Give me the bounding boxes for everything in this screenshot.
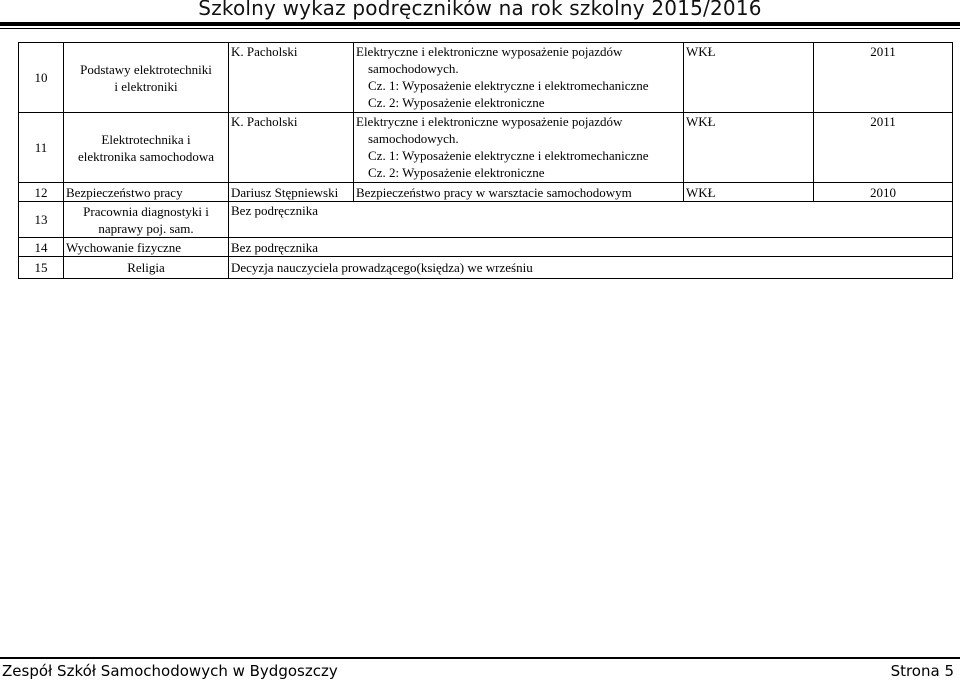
page-header-title: Szkolny wykaz podręczników na rok szkolny 2015/2016 <box>198 0 762 20</box>
subject-line: Elektrotechnika i <box>101 131 191 147</box>
row-number: 11 <box>19 113 64 183</box>
title-line: Cz. 2: Wyposażenie elektroniczne <box>368 165 545 180</box>
row-number: 13 <box>19 202 64 238</box>
title-cell <box>354 43 684 113</box>
title-line: Cz. 1: Wyposażenie elektryczne i elektromechaniczne <box>368 148 649 163</box>
footer-page-number: Strona 5 <box>890 662 954 680</box>
publisher-cell: WKŁ <box>684 43 814 113</box>
author-cell: K. Pacholski <box>229 43 354 113</box>
year-cell: 2010 <box>814 183 953 202</box>
table-row <box>19 183 953 202</box>
author-cell: K. Pacholski <box>229 113 354 183</box>
title-line: Cz. 2: Wyposażenie elektroniczne <box>368 95 545 110</box>
note-cell: Decyzja nauczyciela prowadzącego(księdza) we wrześniu <box>229 257 953 279</box>
footer-rule <box>0 657 960 659</box>
footer-school-name: Zespół Szkół Samochodowych w Bydgoszczy <box>2 662 338 680</box>
row-number: 10 <box>19 43 64 113</box>
subject-line: Pracownia diagnostyki i <box>83 203 209 219</box>
row-number: 14 <box>19 238 64 257</box>
note-cell: Bez podręcznika <box>229 202 953 238</box>
subject-cell <box>64 113 229 183</box>
subject-line: naprawy poj. sam. <box>98 220 194 236</box>
row-number: 15 <box>19 257 64 279</box>
note-cell: Bez podręcznika <box>229 238 953 257</box>
title-cell: Bezpieczeństwo pracy w warsztacie samochodowym <box>354 183 684 202</box>
subject-cell: Bezpieczeństwo pracy <box>64 183 229 202</box>
title-line: Elektryczne i elektroniczne wyposażenie pojazdów <box>356 44 623 59</box>
table-row <box>19 43 953 113</box>
subject-cell: Religia <box>64 257 229 279</box>
subject-line: elektronika samochodowa <box>77 148 215 164</box>
title-line: Cz. 1: Wyposażenie elektryczne i elektromechaniczne <box>368 78 649 93</box>
year-cell: 2011 <box>814 43 953 113</box>
subject-cell <box>64 43 229 113</box>
subject-line: Podstawy elektrotechniki <box>80 61 212 77</box>
textbook-table <box>18 42 953 279</box>
table-row <box>19 202 953 238</box>
subject-cell: Wychowanie fizyczne <box>64 238 229 257</box>
header-rule-thin <box>0 28 960 29</box>
title-line: samochodowych. <box>368 61 459 76</box>
table-row <box>19 113 953 183</box>
title-line: samochodowych. <box>368 131 459 146</box>
subject-line: i elektroniki <box>114 78 178 94</box>
title-cell <box>354 113 684 183</box>
author-cell: Dariusz Stępniewski <box>229 183 354 202</box>
title-line: Elektryczne i elektroniczne wyposażenie pojazdów <box>356 114 623 129</box>
table-row <box>19 257 953 279</box>
row-number: 12 <box>19 183 64 202</box>
table-row <box>19 238 953 257</box>
publisher-cell: WKŁ <box>684 113 814 183</box>
publisher-cell: WKŁ <box>684 183 814 202</box>
subject-cell <box>64 202 229 238</box>
year-cell: 2011 <box>814 113 953 183</box>
header-rule-thick <box>0 22 960 26</box>
